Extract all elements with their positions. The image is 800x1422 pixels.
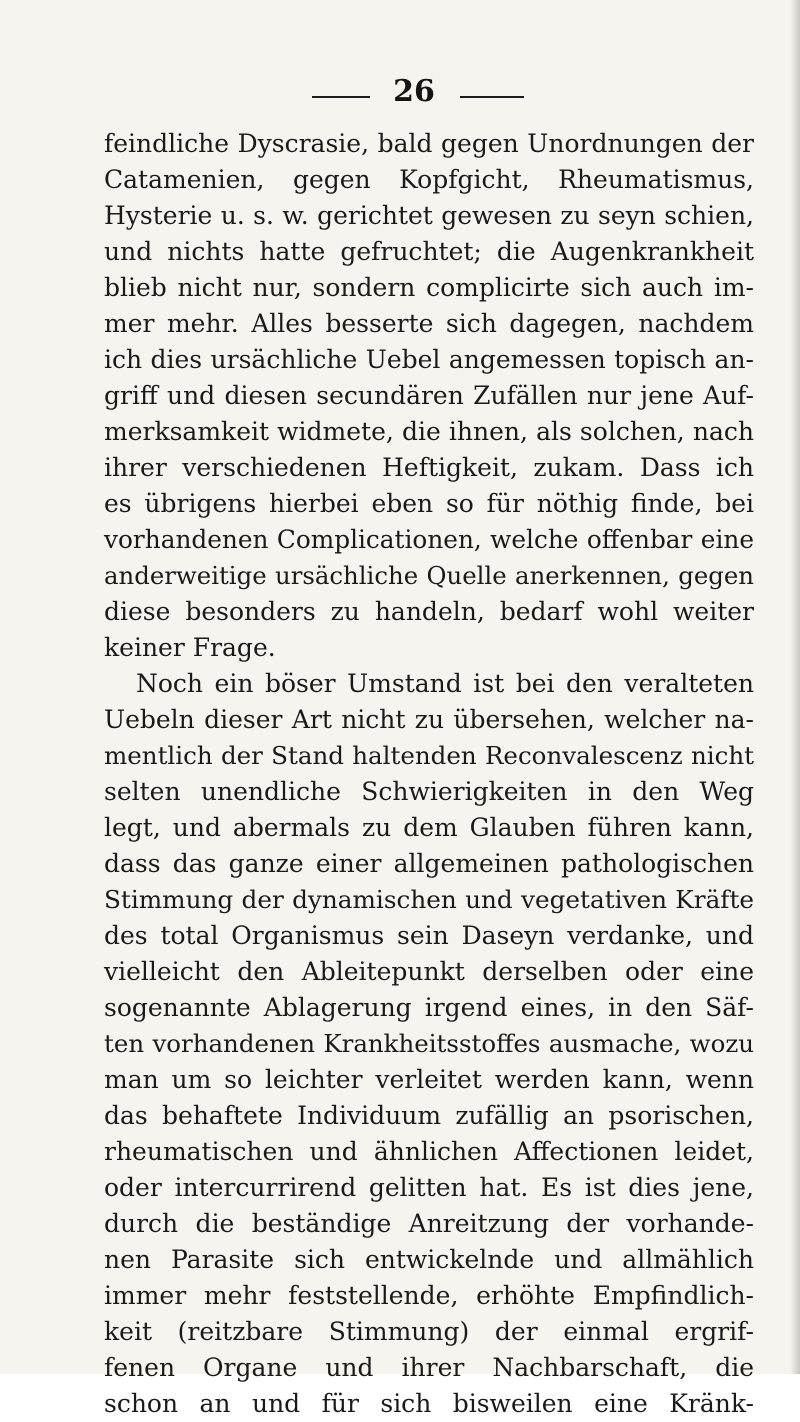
text-line: ten vorhandenen Krankheitsstoffes ausmache, wozu [104, 1029, 754, 1058]
text-line: Stimmung der dynamischen und vegetativen Kräfte [104, 885, 754, 914]
body-text [104, 126, 754, 1422]
text-line: anderweitige ursächliche Quelle anerkennen, gegen [104, 561, 754, 590]
text-line: rheumatischen und ähnlichen Affectionen leidet, [104, 1137, 754, 1166]
text-line: es übrigens hierbei eben so für nöthig finde, bei [104, 489, 754, 518]
page-edge-shadow [790, 0, 800, 1374]
text-line: legt, und abermals zu dem Glauben führen kann, [104, 813, 754, 842]
paragraph-start-line: Noch ein böser Umstand ist bei den veralteten [136, 669, 754, 698]
text-line: Uebeln dieser Art nicht zu übersehen, welcher na- [104, 705, 754, 734]
header-rule-right [460, 96, 524, 98]
text-line: diese besonders zu handeln, bedarf wohl weiter [104, 597, 754, 626]
text-line: des total Organismus sein Daseyn verdanke, und [104, 921, 754, 950]
paragraph-end-line: keiner Frage. [104, 633, 276, 662]
text-line: nen Parasite sich entwickelnde und allmählich [104, 1245, 754, 1274]
text-line: ihrer verschiedenen Heftigkeit, zukam. Dass ich [104, 453, 754, 482]
text-line: durch die beständige Anreitzung der vorhande- [104, 1209, 754, 1238]
text-line: und nichts hatte gefruchtet; die Augenkrankheit [104, 237, 754, 266]
text-line: feindliche Dyscrasie, bald gegen Unordnungen der [104, 129, 754, 158]
text-line: merksamkeit widmete, die ihnen, als solchen, nach [104, 417, 754, 446]
text-line: vielleicht den Ableitepunkt derselben oder eine [104, 957, 754, 986]
text-line: Hysterie u. s. w. gerichtet gewesen zu seyn schien, [104, 201, 754, 230]
text-line: blieb nicht nur, sondern complicirte sich auch im- [104, 273, 754, 302]
text-line: Catamenien, gegen Kopfgicht, Rheumatismus, [104, 165, 754, 194]
text-line: dass das ganze einer allgemeinen pathologischen [104, 849, 754, 878]
text-line: fenen Organe und ihrer Nachbarschaft, die [104, 1353, 754, 1382]
page-header [0, 70, 800, 110]
text-line: mentlich der Stand haltenden Reconvalescenz nicht [104, 741, 754, 770]
header-rule-left [312, 96, 370, 98]
text-line: keit (reitzbare Stimmung) der einmal ergrif- [104, 1317, 754, 1346]
text-line: griff und diesen secundären Zufällen nur jene Auf- [104, 381, 754, 410]
page-number: 26 [393, 74, 435, 109]
text-line: immer mehr feststellende, erhöhte Empfindlich- [104, 1281, 754, 1310]
text-line: das behaftete Individuum zufällig an psorischen, [104, 1101, 754, 1130]
text-line: schon an und für sich bisweilen eine Kränk- [104, 1389, 754, 1418]
text-line: sogenannte Ablagerung irgend eines, in den Säf- [104, 993, 754, 1022]
text-line: oder intercurrirend gelitten hat. Es ist dies jene, [104, 1173, 754, 1202]
text-line: man um so leichter verleitet werden kann, wenn [104, 1065, 754, 1094]
text-line: vorhandenen Complicationen, welche offenbar eine [104, 525, 754, 554]
text-line: mer mehr. Alles besserte sich dagegen, nachdem [104, 309, 754, 338]
text-line: ich dies ursächliche Uebel angemessen topisch an- [104, 345, 754, 374]
text-line: selten unendliche Schwierigkeiten in den Weg [104, 777, 754, 806]
